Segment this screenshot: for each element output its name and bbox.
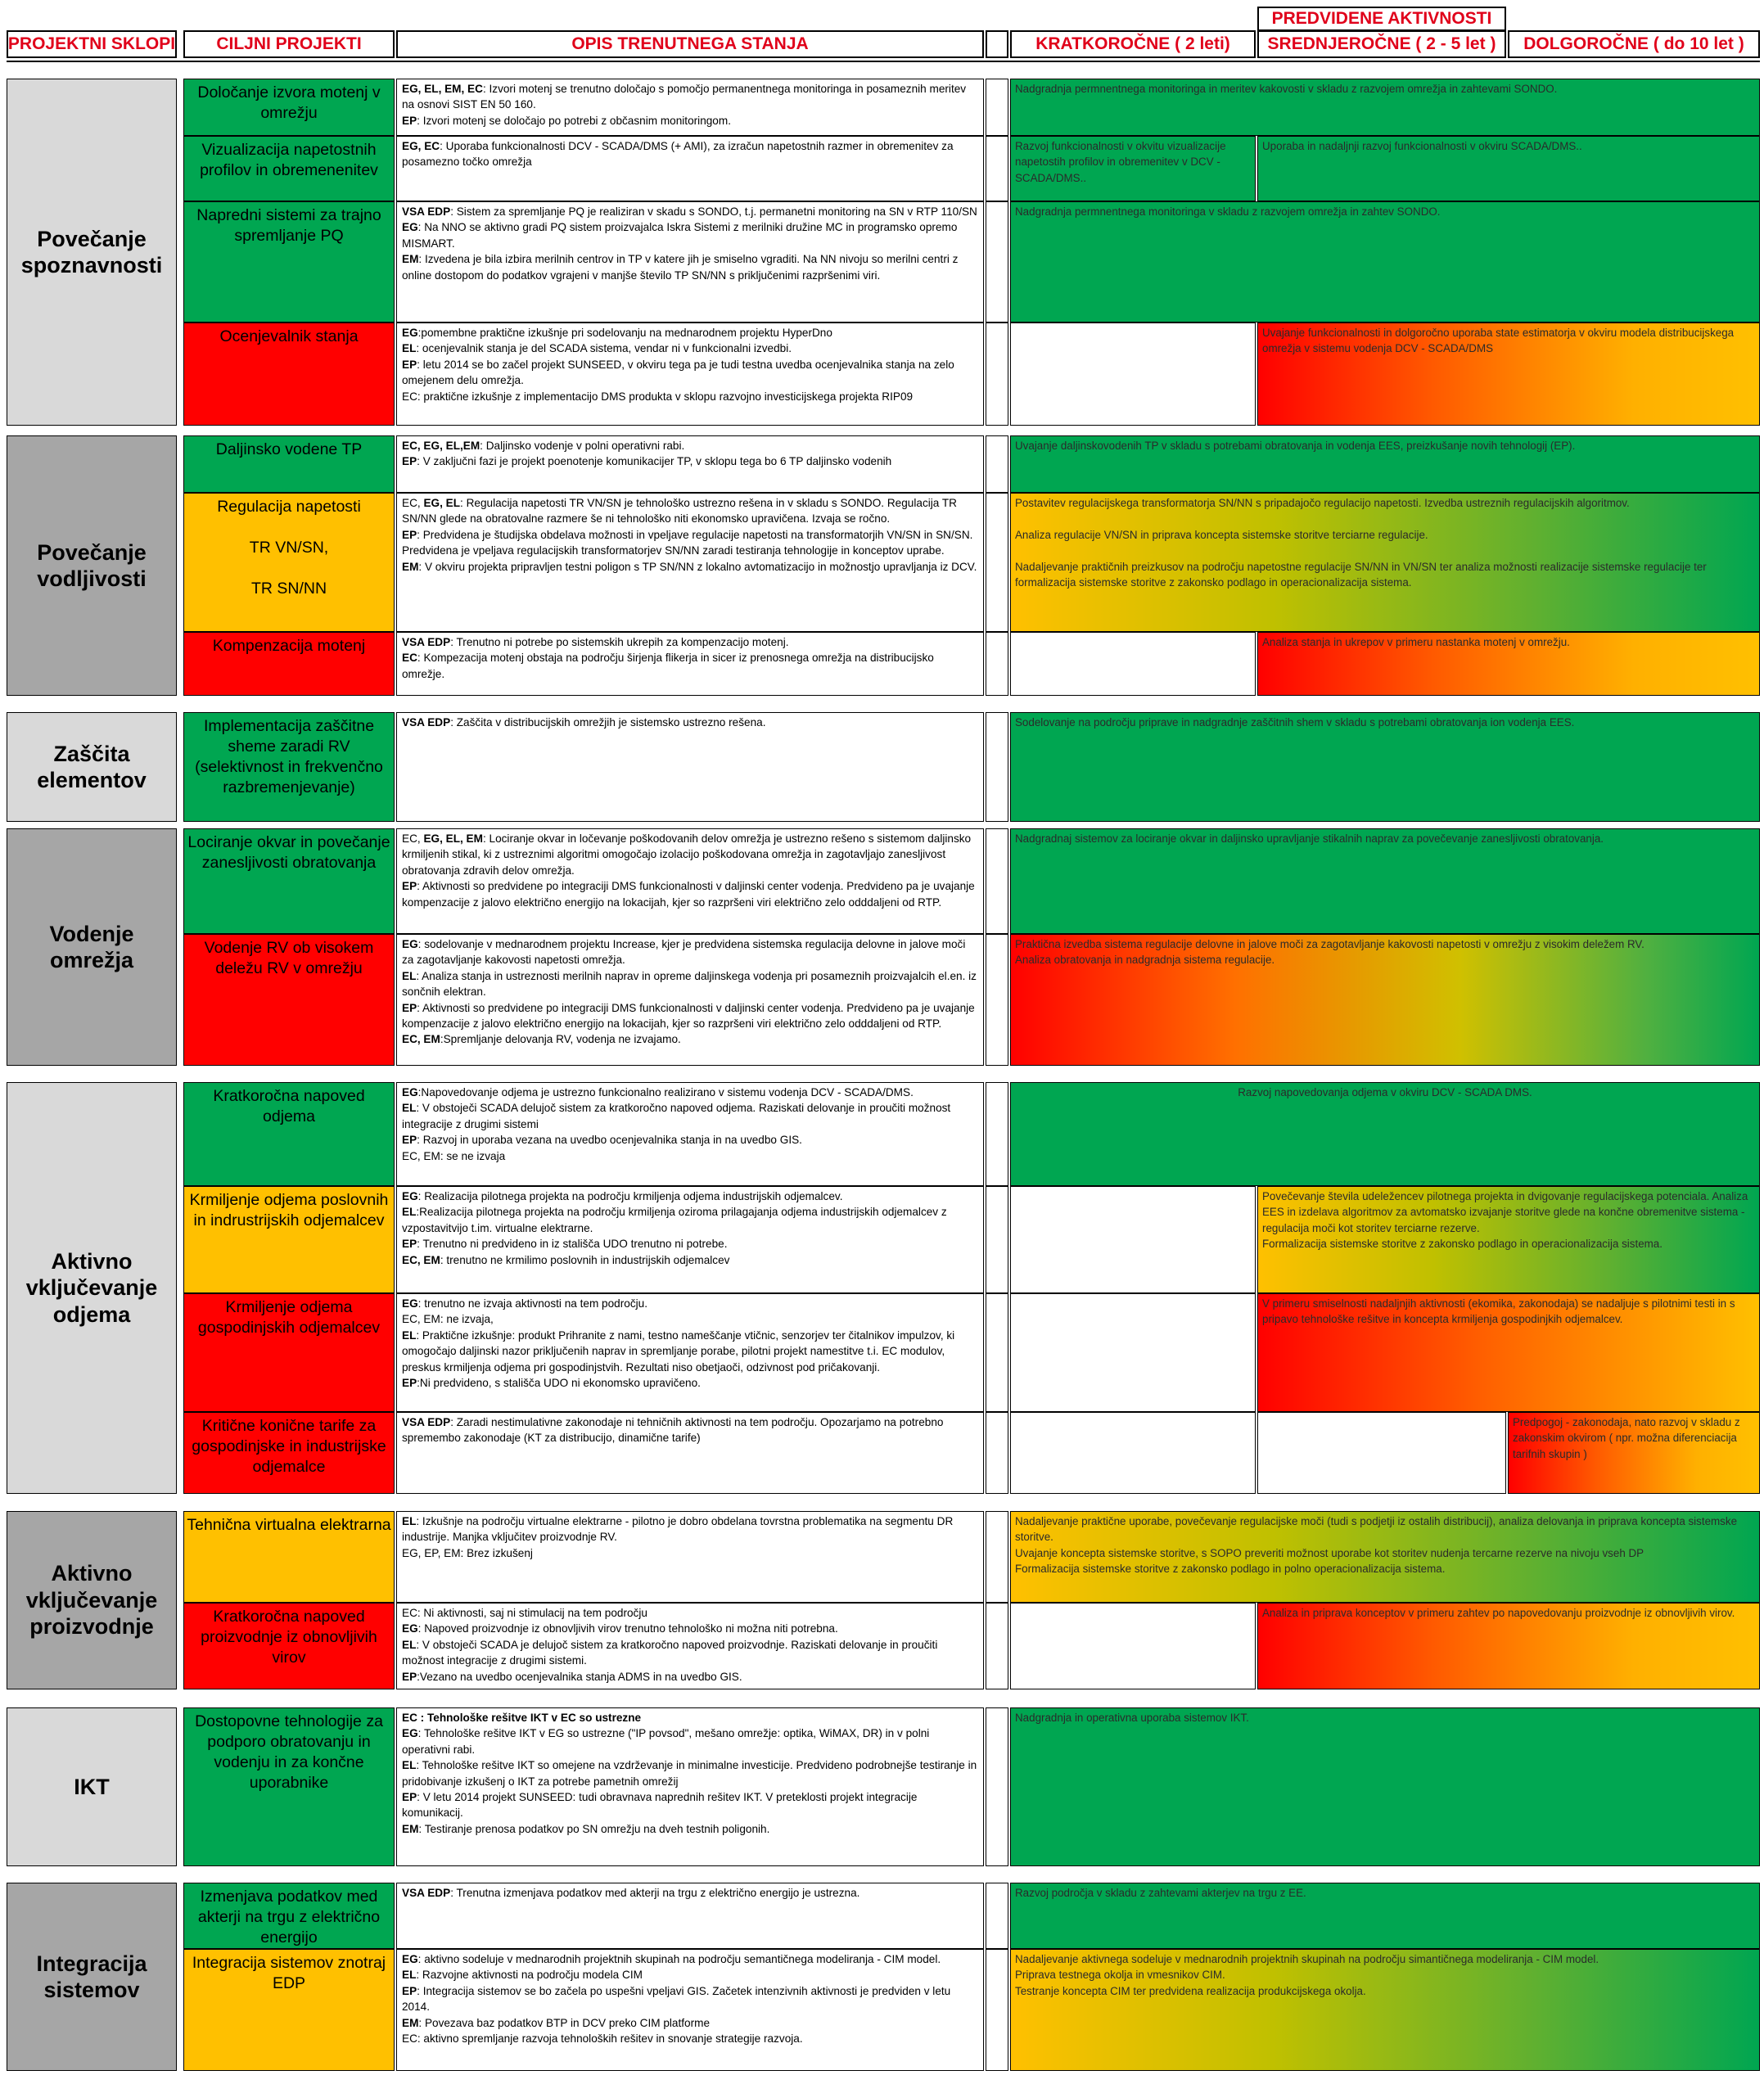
activity-srednjerocne: Analiza stanja in ukrepov v primeru nastanka motenj v omrežju. — [1257, 632, 1760, 696]
project-kratkorocna-napoved-proizvodnje-iz-obnov: Kratkoročna napoved proizvodnje iz obnovljivih virov — [183, 1603, 395, 1689]
description-source: VSA EDP — [402, 1887, 451, 1899]
description-line — [397, 81, 983, 113]
description-text: : trenutno ne krmilimo poslovnih in industrijskih odjemalcev — [440, 1253, 730, 1266]
description-text: : V letu 2014 projekt SUNSEED: tudi obravnava naprednih rešitev IKT. V preteklosti projekt integracije komunikacij. — [402, 1791, 918, 1820]
description-line — [397, 527, 983, 559]
marker-cell — [986, 1412, 1008, 1494]
description-source: EG — [402, 1622, 418, 1635]
description-source: EL — [402, 1206, 417, 1219]
activity-kratkorocne: Nadaljevanje praktične uporabe, povečevanje regulacijske moči (tudi s podjetji iz ostalih distribucij), analiza delovanja in priprava koncepta sistemske storitve. Uvajanje koncepta sistemske storitve, s SOPO preveriti možnost uporabe kot storitev nudenja tercarne rezerve na nivoju vseh DP Formalizacija sistemske storitve z zakonsko podlago in polno operacionalizacija sistema. — [1010, 1511, 1760, 1603]
description-line — [397, 1545, 983, 1561]
description-line — [397, 1311, 983, 1327]
section-label-ikt: IKT — [7, 1707, 177, 1866]
activity-kratkorocne: Praktična izvedba sistema regulacije delovne in jalove moči za zagotavljanje kakovosti napetosti v omrežju z visokim deležem RV. Analiza obratovanja in nadgradnja sistema regulacije. — [1010, 934, 1760, 1066]
description-line — [397, 936, 983, 968]
description-lines — [397, 494, 983, 575]
description-line — [397, 341, 983, 356]
description-text: : Lociranje okvar in ločevanje poškodovanih delov omrežja je ustrezno rešeno s sistemom daljinsko krmiljenih stikal, ki z ustreznimi algoritmi omogočajo izolacijo poškodovana omrežja in zagotavljajo zanesljivost obratovanja zdravih delov omrežja. — [402, 832, 972, 877]
description-line — [397, 1513, 983, 1545]
project-izmenjava-podatkov-med-akterji-na-trgu-z: Izmenjava podatkov med akterji na trgu z električno energijo — [183, 1883, 395, 1949]
status-description — [396, 1412, 984, 1494]
section-label-aktivno-vkljucevanje-odjema: Aktivno vključevanje odjema — [7, 1082, 177, 1494]
description-lines — [397, 137, 983, 170]
description-line — [397, 1085, 983, 1100]
status-description — [396, 435, 984, 493]
description-text: : aktivno sodeluje v mednarodnih projektnih skupinah na področju semantičnega modeliranja - CIM model. — [417, 1953, 941, 1965]
description-line — [397, 138, 983, 170]
description-line — [397, 1252, 983, 1268]
activity-srednjerocne: Uvajanje funkcionalnosti in dolgoročno uporaba state estimatorja v okviru modela distribucijskega omrežja v sistemu vodenja DCV - SCADA/DMS — [1257, 323, 1760, 426]
description-text: : trenutno ne izvaja aktivnosti na tem področju. — [417, 1297, 647, 1310]
description-text: EC: aktivno spremljanje razvoja tehnoloških rešitev in snovanje strategije razvoja. — [402, 2032, 803, 2046]
description-line — [397, 1132, 983, 1148]
status-description — [396, 323, 984, 426]
activity-empty — [1010, 323, 1256, 426]
description-text: :Spremljanje delovanja RV, vodenja ne izvajamo. — [440, 1033, 681, 1046]
description-source: EC, EM — [402, 1033, 440, 1046]
marker-cell — [986, 435, 1008, 493]
description-source: EL — [402, 1328, 417, 1342]
project-tehnicna-virtualna-elektrarna: Tehnična virtualna elektrarna — [183, 1511, 395, 1603]
description-line — [397, 715, 983, 730]
description-lines — [397, 713, 983, 730]
description-source: EL — [402, 1638, 417, 1651]
section-label-zascita-elementov: Zaščita elementov — [7, 712, 177, 822]
description-source: EG — [402, 1953, 418, 1965]
description-source: EP — [402, 1001, 417, 1014]
description-text: : Razvoj in uporaba vezana na uvedbo ocenjevalnika stanja in na uvedbo GIS. — [417, 1134, 802, 1147]
activity-srednjerocne: V primeru smiselnosti nadaljnjih aktivnosti (ekomika, zakonodaja) se nadaljuje s pilotnimi testi in s pripavo tehnološke rešitve in koncepta krmiljenja gospodinjkih odjemalcev. — [1257, 1293, 1760, 1412]
description-lines — [397, 323, 983, 404]
activity-kratkorocne: Uvajanje daljinskovodenih TP v skladu s potrebami obratovanja in vodenja EES, preizkušanje novih tehnologij (EP). — [1010, 435, 1760, 493]
description-lines — [397, 1708, 983, 1837]
project-dolocanje-izvora-motenj-v-omrezju: Določanje izvora motenj v omrežju — [183, 79, 395, 136]
description-text: :Vezano na uvedbo ocenjevalnika stanja ADMS in na uvedbo GIS. — [417, 1670, 742, 1683]
marker-cell — [986, 1949, 1008, 2071]
description-source: EG, EC — [402, 140, 440, 152]
description-text: : Aktivnosti so predvidene po integraciji DMS funkcionalnosti v daljinski center vodenja. Predvideno pa je uvajanje kompenzacije z jalovo električno energijo na lokacijah, kjer so razpršeni viri električno zelo odddaljeni od RTP. — [402, 1001, 975, 1031]
marker-cell — [986, 1293, 1008, 1412]
description-lines — [397, 1950, 983, 2046]
description-lines — [397, 1187, 983, 1268]
header-opis: OPIS TRENUTNEGA STANJA — [396, 30, 984, 58]
header-divider — [7, 61, 1760, 62]
marker-cell — [986, 493, 1008, 632]
description-line — [397, 325, 983, 341]
description-source: EG — [402, 221, 418, 234]
description-text: EC: Ni aktivnosti, saj ni stimulacij na tem področju — [402, 1607, 647, 1619]
header-blank — [986, 30, 1008, 58]
activity-empty — [1010, 632, 1256, 696]
description-text: : Uporaba funkcionalnosti DCV - SCADA/DMS (+ AMI), za izračun napetostnih razmer in obremenitev za posamezno točko omrežja — [402, 140, 954, 169]
activity-empty — [1010, 1186, 1256, 1293]
description-lines — [397, 1083, 983, 1164]
marker-cell — [986, 712, 1008, 822]
description-source: EG — [402, 1190, 418, 1202]
description-source: EG — [402, 327, 418, 339]
description-text: : V obstoječi SCADA je delujoč sistem za kratkoročno napoved proizvodnje. Raziskati delovanje in proučiti možnost integracije z drugimi sistemi. — [402, 1638, 938, 1667]
header-projektni-sklopi: PROJEKTNI SKLOPI — [7, 30, 177, 58]
description-source: EL — [402, 1102, 417, 1115]
marker-cell — [986, 323, 1008, 426]
description-line — [397, 495, 983, 527]
description-text: :Ni predvideno, s stališča UDO ni ekonomsko upravičeno. — [417, 1377, 701, 1390]
description-text: EC, — [402, 832, 424, 845]
description-text: : Povezava baz podatkov BTP in DCV preko CIM platforme — [418, 2016, 711, 2029]
activity-empty — [1257, 1412, 1506, 1494]
description-source: EG, EL — [423, 497, 461, 509]
activity-kratkorocne: Nadaljevanje aktivnega sodeluje v mednarodnih projektnih skupinah na področju simantičnega modeliranja - CIM model. Priprava testnega okolja in vmesnikov CIM. Testranje koncepta CIM ter predvidena realizacija produkcijskega okolja. — [1010, 1949, 1760, 2071]
marker-cell — [986, 79, 1008, 136]
description-source: EP — [402, 1670, 417, 1683]
description-source: EP — [402, 455, 417, 468]
description-lines — [397, 1883, 983, 1901]
description-text: : Izkušnje na področju virtualne elektrarne - pilotno je dobro obdelana tovrstna problematika na segmentu DR industrije. Manjka vključitev proizvodnje RV. — [402, 1515, 954, 1544]
description-line — [397, 1725, 983, 1757]
description-text: : Praktične izkušnje: produkt Prihranite z nami, testno nameščanje vtičnic, senzorjev ter čitalnikov impulzov, ki omogočajo daljinski nazor priključenih naprav in spremljanje porabe, pilotni projekt namestitve t.i. EC modulov, preskus krmiljenja odjema pri gospodinjstvih. Rezultati niso obetjaoči, odzivnost pod pričakovanji. — [402, 1328, 955, 1374]
description-line — [397, 1983, 983, 2015]
header-srednjerocne: SREDNJEROČNE ( 2 - 5 let ) — [1257, 30, 1506, 58]
marker-cell — [986, 828, 1008, 934]
description-source: EP — [402, 1238, 417, 1251]
marker-cell — [986, 1082, 1008, 1186]
description-source: EC, EG, EL,EM — [402, 440, 480, 452]
status-description — [396, 1293, 984, 1412]
marker-cell — [986, 632, 1008, 696]
description-source: EP — [402, 1134, 417, 1147]
description-source: EG — [402, 1297, 418, 1310]
status-description — [396, 201, 984, 323]
project-vizualizacija-napetostnih-profilov-in-ob: Vizualizacija napetostnih profilov in obremenenitev — [183, 136, 395, 201]
description-line — [397, 1148, 983, 1164]
activity-kratkorocne: Razvoj napovedovanja odjema v okviru DCV - SCADA DMS. — [1010, 1082, 1760, 1186]
description-lines — [397, 202, 983, 283]
description-source: EP — [402, 1791, 417, 1804]
description-text: : V zaključni fazi je projekt poenotenje komunikacijer TP, v sklopu tega bo 6 TP daljinsko vodenih — [417, 455, 892, 468]
description-source: EP — [402, 1377, 417, 1390]
header-ciljni-projekti: CILJNI PROJEKTI — [183, 30, 395, 58]
description-text: : Izvori motenj se določajo po potrebi z občasnim monitoringom. — [417, 114, 731, 127]
project-lociranje-okvar-in-povecanje-zanesljivos: Lociranje okvar in povečanje zanesljivosti obratovanja — [183, 828, 395, 934]
description-text: : Napoved proizvodnje iz obnovljivih virov trenutno tehnološko ni možna niti potrebna. — [417, 1622, 838, 1635]
activity-srednjerocne: Analiza in priprava konceptov v primeru zahtev po napovedovanju proizvodnje iz obnovljivih virov. — [1257, 1603, 1760, 1689]
description-text: : Trenutno ni predvideno in iz stališča UDO trenutno ni potrebe. — [417, 1238, 728, 1251]
description-line — [397, 1328, 983, 1375]
section-label-integracija-sistemov: Integracija sistemov — [7, 1883, 177, 2071]
project-vodenje-rv-ob-visokem-delezu-rv-v-omrezj: Vodenje RV ob visokem deležu RV v omrežju — [183, 934, 395, 1066]
description-text: : Analiza stanja in ustreznosti merilnih naprav in opreme daljinskega vodenja pri posameznih proizvajalcih el.en. iz sončnih elektran. — [402, 969, 977, 999]
activity-kratkorocne: Postavitev regulacijskega transformatorja SN/NN s pripadajočo regulacijo napetosti. Izvedba ustreznih regulacijskih algoritmov. Analiza regulacije VN/SN in priprava koncepta sistemske storitve terciarne regulacije. Nadaljevanje praktičnih preizkusov na področju napetostne regulacije SN/NN in VN/SN ter analiza možnosti realizacije sistemske regulacije ter formalizacija sistemske storitve z zakonsko podlago in operacionalizacija sistema. — [1010, 493, 1760, 632]
description-line — [397, 831, 983, 878]
header-predvidene: PREDVIDENE AKTIVNOSTI — [1257, 7, 1506, 31]
marker-cell — [986, 1707, 1008, 1866]
description-source: VSA EDP — [402, 636, 451, 648]
description-line — [397, 1375, 983, 1391]
description-text: : Tehnološke rešitve IKT so omejene na vzdrževanje in minimalne investicije. Predvideno podrobnejše testiranje in pridobivanje izkušenj o IKT za potrebe pametnih omrežij — [402, 1759, 977, 1788]
project-kratkorocna-napoved-odjema: Kratkoročna napoved odjema — [183, 1082, 395, 1186]
description-line — [397, 219, 983, 251]
description-text: EC, EM: se ne izvaja — [402, 1149, 506, 1162]
description-line — [397, 650, 983, 682]
status-description — [396, 493, 984, 632]
description-source: EG — [402, 938, 418, 950]
description-lines — [397, 935, 983, 1048]
description-lines — [397, 436, 983, 470]
description-line — [397, 1000, 983, 1032]
activity-kratkorocne: Razvoj področja v skladu z zahtevami akterjev na trgu z EE. — [1010, 1883, 1760, 1949]
description-line — [397, 1236, 983, 1252]
description-lines — [397, 1413, 983, 1446]
description-source: VSA EDP — [402, 716, 451, 729]
description-source: EP — [402, 1984, 417, 1997]
description-lines — [397, 79, 983, 129]
description-line — [397, 357, 983, 389]
description-source: VSA EDP — [402, 205, 451, 218]
description-source: EP — [402, 358, 417, 371]
activity-kratkorocne: Nadgradnja permnentnega monitoringa v skladu z razvojem omrežja in zahtev SONDO. — [1010, 201, 1760, 323]
status-description — [396, 79, 984, 136]
header-kratkorocne: KRATKOROČNE ( 2 leti) — [1010, 30, 1256, 58]
description-source: EL — [402, 1759, 417, 1772]
description-text: : Realizacija pilotnega projekta na področju krmiljenja odjema industrijskih odjemalcev. — [417, 1190, 843, 1202]
project-krmiljenje-odjema-gospodinjskih-odjemalc: Krmiljenje odjema gospodinjskih odjemalcev — [183, 1293, 395, 1412]
description-source: EC — [402, 652, 417, 665]
description-line — [397, 389, 983, 404]
description-lines — [397, 1294, 983, 1391]
description-line — [397, 1031, 983, 1047]
status-description — [396, 712, 984, 822]
description-source: EC : Tehnološke rešitve IKT v EC so ustrezne — [402, 1712, 642, 1724]
description-line — [397, 1621, 983, 1636]
description-source: EC, EM — [402, 1253, 440, 1266]
description-text: : V obstoječi SCADA delujoč sistem za kratkoročno napoved odjema. Raziskati delovanje in proučiti možnost integracije z drugimi sistemi — [402, 1102, 951, 1130]
description-source: EG, EL, EM — [423, 832, 483, 845]
status-description — [396, 1883, 984, 1949]
description-text: : Sistem za spremljanje PQ je realiziran v skadu s SONDO, t.j. permanetni monitoring na SN v RTP 110/SN — [450, 205, 977, 218]
description-lines — [397, 1604, 983, 1685]
activity-empty — [1010, 1603, 1256, 1689]
description-text: EC, — [402, 497, 424, 509]
description-line — [397, 1637, 983, 1669]
description-text: : Regulacija napetosti TR VN/SN je tehnološko ustrezno rešena in v skladu s SONDO. Regulacija TR SN/NN glede na obratovalne razmere še ni tehnološko niti ekonomsko upravičena. Izvaja se ročno. — [402, 497, 957, 526]
marker-cell — [986, 1603, 1008, 1689]
description-line — [397, 1296, 983, 1311]
description-text: : V okviru projekta pripravljen testni poligon s TP SN/NN z lokalno avtomatizacijo in možnostjo upravljanja iz DCV. — [418, 560, 977, 573]
description-line — [397, 1710, 983, 1725]
description-line — [397, 1821, 983, 1837]
status-description — [396, 1949, 984, 2071]
description-line — [397, 1669, 983, 1685]
description-source: EM — [402, 560, 419, 573]
status-description — [396, 828, 984, 934]
description-line — [397, 1951, 983, 1967]
status-description — [396, 1082, 984, 1186]
project-kriticne-konicne-tarife-za-gospodinjske-: Kritične konične tarife za gospodinjske in industrijske odjemalce — [183, 1412, 395, 1494]
description-lines — [397, 1512, 983, 1561]
description-text: : Zaščita v distribucijskih omrežjih je sistemsko ustrezno rešena. — [450, 716, 766, 729]
project-implementacija-zascitne-sheme-zaradi-rv-: Implementacija zaščitne sheme zaradi RV (selektivnost in frekvenčno razbremenjevanje) — [183, 712, 395, 822]
description-line — [397, 1189, 983, 1204]
description-text: : Testiranje prenosa podatkov po SN omrežju na dveh testnih poligonih. — [418, 1822, 770, 1835]
activity-kratkorocne: Razvoj funkcionalnosti v okvitu vizualizacije napetostih profilov in obremenitev v DCV - SCADA/DMS.. — [1010, 136, 1256, 201]
marker-cell — [986, 136, 1008, 201]
description-source: EL — [402, 1969, 417, 1982]
description-source: EL — [402, 1515, 417, 1527]
description-text: :pomembne praktične izkušnje pri sodelovanju na mednarodnem projektu HyperDno — [417, 327, 832, 339]
project-ocenjevalnik-stanja: Ocenjevalnik stanja — [183, 323, 395, 426]
project-regulacija-napetosti-tr-vn-sn-tr-sn-nn: Regulacija napetosti TR VN/SN, TR SN/NN — [183, 493, 395, 632]
description-source: EL — [402, 969, 417, 982]
description-line — [397, 1885, 983, 1901]
marker-cell — [986, 1883, 1008, 1949]
description-line — [397, 1605, 983, 1621]
description-line — [397, 251, 983, 283]
description-line — [397, 1789, 983, 1821]
status-description — [396, 632, 984, 696]
activity-kratkorocne: Nadgradnja permnentnega monitoringa in meritev kakovosti v skladu z razvojem omrežja in zahtevami SONDO. — [1010, 79, 1760, 136]
activity-srednjerocne: Uporaba in nadaljnji razvoj funkcionalnosti v okviru SCADA/DMS.. — [1257, 136, 1760, 201]
description-line — [397, 968, 983, 1000]
project-integracija-sistemov-znotraj-edp: Integracija sistemov znotraj EDP — [183, 1949, 395, 2071]
description-source: EP — [402, 528, 417, 541]
activity-dolgorocne: Predpogoj - zakonodaja, nato razvoj v skladu z zakonskim okvirom ( npr. možna diferenciacija tarifnih skupin ) — [1508, 1412, 1760, 1494]
description-line — [397, 1204, 983, 1236]
description-text: EC: praktične izkušnje z implementacijo DMS produkta v sklopu razvojno investicijskega projekta RIP09 — [402, 390, 914, 403]
header-dolgorocne: DOLGOROČNE ( do 10 let ) — [1508, 30, 1760, 58]
description-text: : Zaradi nestimulativne zakonodaje ni tehničnih aktivnosti na tem področju. Opozarjamo na potrebno spremembo zakonodaje (KT za distribucijo, dinamične tarife) — [402, 1416, 944, 1445]
description-source: EG, EL, EM, EC — [402, 83, 483, 95]
section-label-povecanje-vodljivosti: Povečanje vodljivosti — [7, 435, 177, 696]
activity-empty — [1010, 1412, 1256, 1494]
description-line — [397, 438, 983, 453]
section-label-aktivno-vkljucevanje-proizvodnje: Aktivno vključevanje proizvodnje — [7, 1511, 177, 1689]
description-text: : Trenutna izmenjava podatkov med akterji na trgu z električno energijo je ustrezna. — [450, 1887, 860, 1899]
description-line — [397, 2031, 983, 2046]
description-source: EL — [402, 342, 417, 355]
description-text: :Realizacija pilotnega projekta na področju krmiljenja oziroma prilagajanja odjema industrijskih odjemalcev z vzpostavitvijo t.im. virtualne elektrarne. — [402, 1206, 947, 1234]
marker-cell — [986, 201, 1008, 323]
description-text: EG, EP, EM: Brez izkušenj — [402, 1546, 533, 1559]
description-source: EM — [402, 2016, 419, 2029]
description-line — [397, 1757, 983, 1789]
description-text: EC, EM: ne izvaja, — [402, 1313, 494, 1326]
project-daljinsko-vodene-tp: Daljinsko vodene TP — [183, 435, 395, 493]
activity-empty — [1010, 1293, 1256, 1412]
description-line — [397, 1967, 983, 1983]
description-text: : Razvojne aktivnosti na področju modela CIM — [416, 1969, 643, 1982]
description-text: : sodelovanje v mednarodnem projektu Increase, kjer je predvidena sistemska regulacija delovne in jalove moči za zagotavljanje kakovosti napetosti omrežja. — [402, 938, 966, 967]
description-line — [397, 878, 983, 910]
description-text: : Izvori motenj se trenutno določajo s pomočjo permanentnega monitoringa in posameznih meritev na osnovi SIST EN 50 160. — [402, 83, 967, 111]
description-text: : Kompezacija motenj obstaja na področju širjenja flikerja in sicer iz prenosnega omrežja na distribucijsko omrežje. — [402, 652, 934, 680]
activity-srednjerocne: Povečevanje števila udeležencev pilotnega projekta in dvigovanje regulacijskega potenciala. Analiza EES in izdelava algoritmov za avtomatsko izvajanje storitve glede na končne obremenitve sistema - regulacija moči kot storitev terciarne rezerve. Formalizacija sistemske storitve z zakonsko podlago in operacionalizacija sistema. — [1257, 1186, 1760, 1293]
description-text: : Daljinsko vodenje v polni operativni rabi. — [480, 440, 685, 452]
description-text: : Izvedena je bila izbira merilnih centrov in TP v katere jih je smiselno vgraditi. Na NN nivoju so merilni centri z online dostopom do podatkov vgrajeni v manjše število TP SN/NN s priključenimi razpršenimi viri. — [402, 253, 959, 282]
status-description — [396, 136, 984, 201]
description-source: VSA EDP — [402, 1416, 451, 1428]
description-line — [397, 1100, 983, 1132]
status-description — [396, 1511, 984, 1603]
project-krmiljenje-odjema-poslovnih-in-indrustri: Krmiljenje odjema poslovnih in indrustrijskih odjemalcev — [183, 1186, 395, 1293]
activity-kratkorocne: Nadgradnaj sistemov za lociranje okvar in daljinsko upravljanje stikalnih naprav za povečevanje zanesljivosti obratovanja. — [1010, 828, 1760, 934]
description-line — [397, 453, 983, 469]
description-source: EP — [402, 880, 417, 893]
description-text: : letu 2014 se bo začel projekt SUNSEED, v okviru tega pa je tudi testna uvedba ocenjevalnika stanja na zelo omejenem delu omrežja. — [402, 358, 954, 387]
description-line — [397, 204, 983, 219]
description-line — [397, 559, 983, 575]
status-description — [396, 934, 984, 1066]
description-lines — [397, 633, 983, 682]
project-kompenzacija-motenj: Kompenzacija motenj — [183, 632, 395, 696]
status-description — [396, 1707, 984, 1866]
status-description — [396, 1603, 984, 1689]
description-source: EM — [402, 253, 419, 266]
description-text: : Trenutno ni potrebe po sistemskih ukrepih za kompenzacijo motenj. — [450, 636, 789, 648]
project-dostopovne-tehnologije-za-podporo-obrato: Dostopovne tehnologije za podporo obratovanju in vodenju in za končne uporabnike — [183, 1707, 395, 1866]
description-text: : Aktivnosti so predvidene po integraciji DMS funkcionalnosti v daljinski center vodenja. Predvideno pa je uvajanje kompenzacije z jalovo električno energijo na lokacijah, kjer so razpršeni viri električno zelo odddaljeni od RTP. — [402, 880, 975, 909]
description-text: : Na NNO se aktivno gradi PQ sistem proizvajalca Iskra Sistemi z merilniki družine MC in programsko opremo MISMART. — [402, 221, 958, 250]
description-source: EM — [402, 1822, 419, 1835]
description-text: : ocenjevalnik stanja je del SCADA sistema, vendar ni v funkcionalni izvedbi. — [416, 342, 792, 355]
description-source: EP — [402, 114, 417, 127]
status-description — [396, 1186, 984, 1293]
description-text: : Tehnološke rešitve IKT v EG so ustrezne ("IP povsod", mešano omrežje: optika, WiMAX, DR) in v polni operativni rabi. — [402, 1727, 930, 1756]
activity-kratkorocne: Sodelovanje na področju priprave in nadgradnje zaščitnih shem v skladu s potrebami obratovanja ion vodenja EES. — [1010, 712, 1760, 822]
description-text: : Integracija sistemov se bo začela po uspešni vpeljavi GIS. Začetek intenzivnih aktivnosti je predviden v letu 2014. — [402, 1984, 951, 2014]
activity-kratkorocne: Nadgradnja in operativna uporaba sistemov IKT. — [1010, 1707, 1760, 1866]
description-line — [397, 1414, 983, 1446]
description-line — [397, 113, 983, 129]
section-label-vodenje-omrezja: Vodenje omrežja — [7, 828, 177, 1066]
description-source: EG — [402, 1727, 418, 1740]
description-line — [397, 634, 983, 650]
marker-cell — [986, 1511, 1008, 1603]
marker-cell — [986, 934, 1008, 1066]
description-source: EG — [402, 1086, 418, 1098]
section-label-povecanje-spoznavnosti: Povečanje spoznavnosti — [7, 79, 177, 426]
project-napredni-sistemi-za-trajno-spremljanje-p: Napredni sistemi za trajno spremljanje PQ — [183, 201, 395, 323]
description-lines — [397, 829, 983, 910]
marker-cell — [986, 1186, 1008, 1293]
description-text: : Predvidena je študijska obdelava možnosti in vpeljave regulacije napetosti na transformatorjih VN/SN in SN/SN. Predvidena je vpeljava regulacijskih transformatorjev SN/NN zaradi testiranja tehnologije in konceptov uprabe. — [402, 528, 973, 557]
description-line — [397, 2015, 983, 2031]
description-text: :Napovedovanje odjema je ustrezno funkcionalno realizirano v sistemu vodenja DCV - SCADA/DMS. — [417, 1086, 914, 1098]
